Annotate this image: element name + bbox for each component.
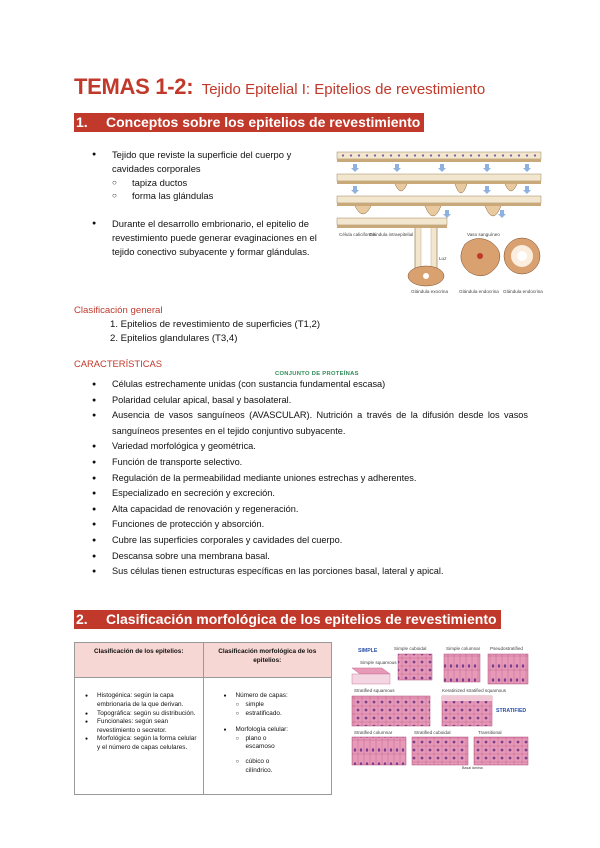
list-item: ● Alta capacidad de renovación y regeneración. <box>90 502 528 518</box>
protein-note: CONJUNTO DE PROTEÍNAS <box>275 371 359 377</box>
label-transitional: Transitional <box>478 730 502 735</box>
list-item: ● Especializado en secreción y excreción. <box>90 486 528 502</box>
epithelium-types-figure <box>346 642 532 770</box>
list-item: ○ tapiza ductos <box>112 176 317 190</box>
table-cell-1 <box>75 678 204 795</box>
section-2-title: Clasificación morfológica de los epitelios de revestimiento <box>106 611 497 627</box>
label-lumen: Luz <box>439 256 447 261</box>
page-title <box>74 74 485 100</box>
label-stratified-columnar: Stratified columnar <box>354 730 393 735</box>
table-header-1: Clasificación de los epitelios: <box>75 643 204 678</box>
list-item: 1. Epitelios de revestimiento de superficies (T1,2) <box>110 319 321 330</box>
section-1-title: Conceptos sobre los epitelios de revestimiento <box>106 114 421 130</box>
list-item: 2. Epitelios glandulares (T3,4) <box>110 333 238 344</box>
table-cell-2 <box>203 678 332 795</box>
list-item: ○ simple <box>224 701 326 710</box>
list-item: ● Función de transporte selectivo. <box>90 455 528 471</box>
label-simple-squamous: Simple squamous <box>360 660 397 665</box>
label-simple-columnar: Simple columnar <box>446 646 481 651</box>
label-endocrine-2: Glándula endocrina <box>503 289 543 294</box>
list-item: ○ plano o escamoso <box>224 735 286 752</box>
list-item: ● Ausencia de vasos sanguíneos (AVASCULAR). Nutrición a través de la difusión desde los vasos sanguíneos presentes en el tejido conjuntivo subyacente. <box>90 408 528 439</box>
label-stratified-squamous: Stratified squamous <box>354 688 395 693</box>
list-item: ● Tejido que reviste la superficie del cuerpo y cavidades corporales <box>92 148 317 176</box>
list-item: ● Sus células tienen estructuras específicas en las porciones basal, lateral y apical. <box>90 564 528 580</box>
characteristics-list <box>90 377 528 580</box>
classification-label: Clasificación general <box>74 305 163 316</box>
list-item: ● Número de capas: <box>224 692 326 701</box>
list-item: ● Regulación de la permeabilidad mediante uniones estrechas y adherentes. <box>90 471 528 487</box>
title-main: TEMAS 1-2: <box>74 74 194 99</box>
section-2-heading <box>74 610 501 629</box>
list-item: ● Morfológica: según la forma celular y el número de capas celulares. <box>85 735 197 752</box>
label-exocrine: Glándula exocrina <box>411 289 449 294</box>
section-2-number: 2. <box>76 611 88 627</box>
list-item: ● Morfología celular: <box>224 726 326 735</box>
label-simple-cuboidal: Simple cuboidal <box>394 646 427 651</box>
section-1-heading <box>74 113 424 132</box>
list-item: ● Histogénica: según la capa embrionaria de la que derivan. <box>85 692 197 709</box>
label-stratified-cuboidal: Stratified cuboidal <box>414 730 451 735</box>
list-item: ● Cubre las superficies corporales y cavidades del cuerpo. <box>90 533 528 549</box>
list-item: ● Durante el desarrollo embrionario, el epitelio de revestimiento puede generar evaginaciones en el tejido conectivo subyacente y formar glándulas. <box>92 217 317 258</box>
label-pseudostratified: Pseudostratified <box>490 646 523 651</box>
label-stratified: STRATIFIED <box>496 708 527 714</box>
list-item: ● Variedad morfológica y geométrica. <box>90 439 528 455</box>
list-item: ● Células estrechamente unidas (con sustancia fundamental escasa) <box>90 377 528 393</box>
gland-formation-figure <box>335 148 543 296</box>
section-1-number: 1. <box>76 114 88 130</box>
label-endocrine-1: Glándula endocrina <box>459 289 499 294</box>
list-item: ○ forma las glándulas <box>112 189 317 203</box>
list-item: ○ estratificado. <box>224 710 326 719</box>
list-item: ● Polaridad celular apical, basal y basolateral. <box>90 393 528 409</box>
label-goblet: Célula caliciforme <box>339 232 376 237</box>
classification-table <box>74 642 332 795</box>
label-keratinized: Keratinized stratified squamous <box>442 688 507 693</box>
characteristics-label: CARACTERÍSTICAS <box>74 358 163 369</box>
classification-list <box>110 318 320 346</box>
label-basal-lamina: Basal lamina <box>462 766 483 770</box>
table-header-2: Clasificación morfológica de los epitelios: <box>203 643 332 678</box>
list-item: ● Funciones de protección y absorción. <box>90 517 528 533</box>
title-sub: Tejido Epitelial I: Epitelios de revestimiento <box>201 81 486 98</box>
list-item: ● Descansa sobre una membrana basal. <box>90 549 528 565</box>
label-simple: SIMPLE <box>358 648 378 654</box>
list-item: ● Topográfica: según su distribución. <box>85 710 197 719</box>
label-intraepithelial: Glándula intraepitelial <box>369 232 414 237</box>
section-1-bullets <box>92 148 317 259</box>
list-item: ○ cúbico o cilíndrico. <box>224 758 286 775</box>
list-item: ● Funcionales: según sean revestimiento o secretor. <box>85 718 197 735</box>
label-vessel: Vaso sanguíneo <box>467 232 500 237</box>
